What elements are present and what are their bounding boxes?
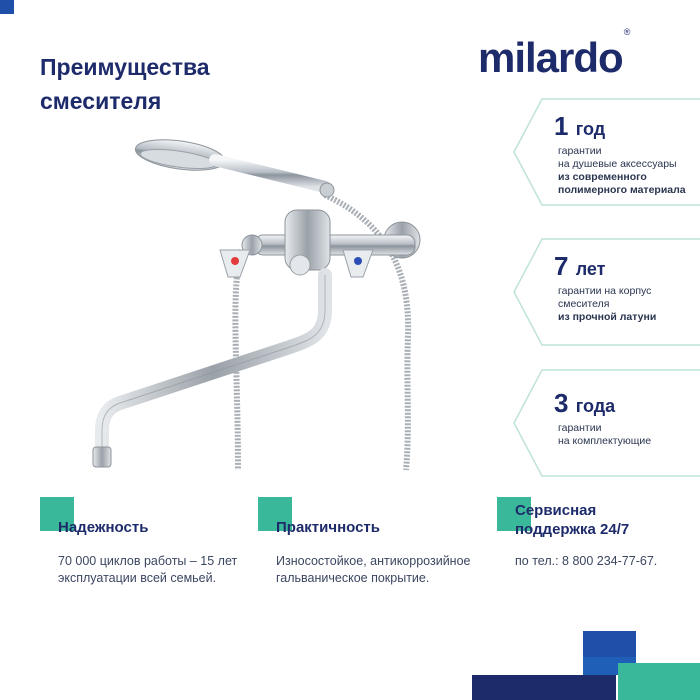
feature-body-line: эксплуатации всей семьей.	[58, 571, 217, 585]
guarantee-unit: лет	[575, 259, 606, 279]
guarantee-value	[554, 251, 606, 282]
guarantee-value	[554, 111, 605, 142]
feature-body	[58, 553, 237, 587]
guarantee-number: 3	[554, 388, 569, 418]
feature-title: Надежность	[58, 519, 149, 536]
guarantee-line: на комплектующие	[558, 435, 652, 447]
feature-body	[276, 553, 470, 587]
guarantee-line: гарантии на корпус	[558, 285, 652, 297]
feature-title-line: Сервисная	[515, 502, 597, 519]
decor-block-blue-dark	[583, 631, 636, 657]
feature-title	[515, 501, 629, 539]
guarantee-unit: года	[575, 396, 616, 416]
logo-text: milardo	[478, 34, 623, 81]
guarantee-line: гарантии	[558, 145, 602, 157]
title-line-1: Преимущества	[40, 54, 210, 80]
decor-block-navy	[472, 675, 616, 700]
guarantee-line-bold: из прочной латуни	[558, 311, 657, 323]
feature-title-line: поддержка 24/7	[515, 521, 630, 538]
guarantee-line: на душевые аксессуары	[558, 158, 677, 170]
feature-body-line: Износостойкое, антикоррозийное	[276, 554, 471, 568]
feature-body-line: по тел.: 8 800 234-77-67.	[515, 554, 658, 568]
guarantee-number: 7	[554, 251, 569, 281]
guarantee-card-3	[512, 368, 700, 478]
guarantee-line-bold: полимерного материала	[558, 184, 686, 196]
guarantee-description	[558, 145, 686, 197]
guarantee-line-bold: из современного	[558, 171, 647, 183]
feature-body-line: гальваническое покрытие.	[276, 571, 430, 585]
guarantee-card-1	[512, 97, 700, 207]
feature-body-line: 70 000 циклов работы – 15 лет	[58, 554, 238, 568]
title-line-2: смесителя	[40, 88, 162, 114]
faucet-illustration	[90, 125, 450, 485]
brand-logo	[478, 27, 630, 82]
guarantee-description	[558, 422, 651, 448]
guarantee-number: 1	[554, 111, 569, 141]
guarantee-unit: год	[575, 119, 606, 139]
registered-mark: ®	[623, 27, 630, 37]
guarantee-card-2	[512, 237, 700, 347]
guarantee-line: смесителя	[558, 298, 610, 310]
page-title	[40, 50, 210, 118]
corner-accent-square	[0, 0, 14, 14]
decor-block-teal	[618, 663, 700, 700]
feature-body	[515, 553, 657, 570]
guarantee-value	[554, 388, 615, 419]
guarantee-line: гарантии	[558, 422, 602, 434]
feature-title: Практичность	[276, 519, 381, 536]
guarantee-description	[558, 285, 656, 324]
